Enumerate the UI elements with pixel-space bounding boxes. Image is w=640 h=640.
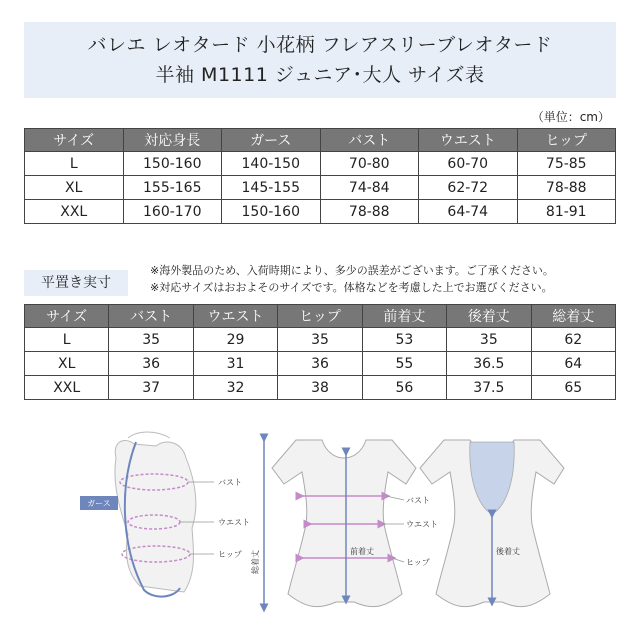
- flat-measure-label: 平置き実寸: [24, 270, 128, 296]
- bust-label-1: バスト: [218, 478, 242, 487]
- title-box: [24, 22, 616, 98]
- cell: 37: [109, 376, 193, 400]
- note-2: ※対応サイズはおおよそのサイズです。体格などを考慮した上でお選びください。: [150, 281, 553, 294]
- cell: 78-88: [517, 176, 616, 200]
- size-table: [24, 128, 616, 224]
- table-row: [25, 200, 616, 224]
- cell: 35: [278, 328, 362, 352]
- front-length-label: 前着丈: [350, 547, 374, 556]
- cell: XXL: [25, 376, 109, 400]
- title-line-2: 半袖 M1111 ジュニア･大人 サイズ表: [155, 64, 485, 86]
- table-row: [25, 352, 616, 376]
- header-waist: ウエスト: [419, 129, 518, 152]
- header-back-length: 後着丈: [447, 305, 531, 328]
- cell: 60-70: [419, 152, 518, 176]
- cell: XL: [25, 176, 124, 200]
- header-bust: バスト: [109, 305, 193, 328]
- measurement-diagram: [24, 424, 616, 620]
- notes: [150, 262, 554, 296]
- leotard-side-figure: [80, 432, 250, 597]
- unit-note: （単位：cm）: [531, 110, 610, 124]
- leotard-front-figure: [250, 438, 438, 608]
- cell: 140-150: [222, 152, 321, 176]
- cell: XXL: [25, 200, 124, 224]
- girth-label: ガース: [87, 499, 111, 508]
- table-row: [25, 376, 616, 400]
- cell: 74-84: [320, 176, 419, 200]
- cell: 62: [531, 328, 615, 352]
- cell: L: [25, 152, 124, 176]
- cell: 70-80: [320, 152, 419, 176]
- cell: 64-74: [419, 200, 518, 224]
- table-row: [25, 176, 616, 200]
- header-bust: バスト: [320, 129, 419, 152]
- cell: 160-170: [123, 200, 222, 224]
- total-length-label: 総着丈: [251, 550, 260, 574]
- cell: 64: [531, 352, 615, 376]
- waist-label-1: ウエスト: [218, 518, 250, 527]
- cell: 53: [362, 328, 446, 352]
- leotard-back-figure: [420, 440, 564, 607]
- cell: 35: [109, 328, 193, 352]
- hip-label-1: ヒップ: [218, 550, 242, 559]
- back-length-label: 後着丈: [496, 547, 520, 556]
- table-row: [25, 152, 616, 176]
- cell: 65: [531, 376, 615, 400]
- cell: 81-91: [517, 200, 616, 224]
- cell: 36: [278, 352, 362, 376]
- cell: 36.5: [447, 352, 531, 376]
- cell: 32: [193, 376, 277, 400]
- cell: 31: [193, 352, 277, 376]
- cell: 36: [109, 352, 193, 376]
- flat-measure-table: [24, 304, 616, 400]
- cell: 55: [362, 352, 446, 376]
- header-size: サイズ: [25, 305, 109, 328]
- note-1: ※海外製品のため、入荷時期により、多少の誤差がございます。ご了承ください。: [150, 264, 554, 277]
- cell: 150-160: [222, 200, 321, 224]
- table-row: [25, 328, 616, 352]
- header-girth: ガース: [222, 129, 321, 152]
- cell: 35: [447, 328, 531, 352]
- cell: 29: [193, 328, 277, 352]
- cell: 78-88: [320, 200, 419, 224]
- cell: XL: [25, 352, 109, 376]
- header-hip: ヒップ: [278, 305, 362, 328]
- header-size: サイズ: [25, 129, 124, 152]
- cell: 155-165: [123, 176, 222, 200]
- bust-label-2: バスト: [406, 496, 430, 505]
- header-hip: ヒップ: [517, 129, 616, 152]
- header-height: 対応身長: [123, 129, 222, 152]
- cell: 150-160: [123, 152, 222, 176]
- header-waist: ウエスト: [193, 305, 277, 328]
- waist-label-2: ウエスト: [406, 520, 438, 529]
- cell: 56: [362, 376, 446, 400]
- size-table-header-row: [25, 129, 616, 152]
- cell: 38: [278, 376, 362, 400]
- hip-label-2: ヒップ: [406, 558, 430, 567]
- title-line-1: バレエ レオタード 小花柄 フレアスリーブレオタード: [87, 34, 553, 56]
- flat-table-header-row: [25, 305, 616, 328]
- cell: L: [25, 328, 109, 352]
- cell: 145-155: [222, 176, 321, 200]
- cell: 75-85: [517, 152, 616, 176]
- header-front-length: 前着丈: [362, 305, 446, 328]
- cell: 37.5: [447, 376, 531, 400]
- cell: 62-72: [419, 176, 518, 200]
- header-total-length: 総着丈: [531, 305, 615, 328]
